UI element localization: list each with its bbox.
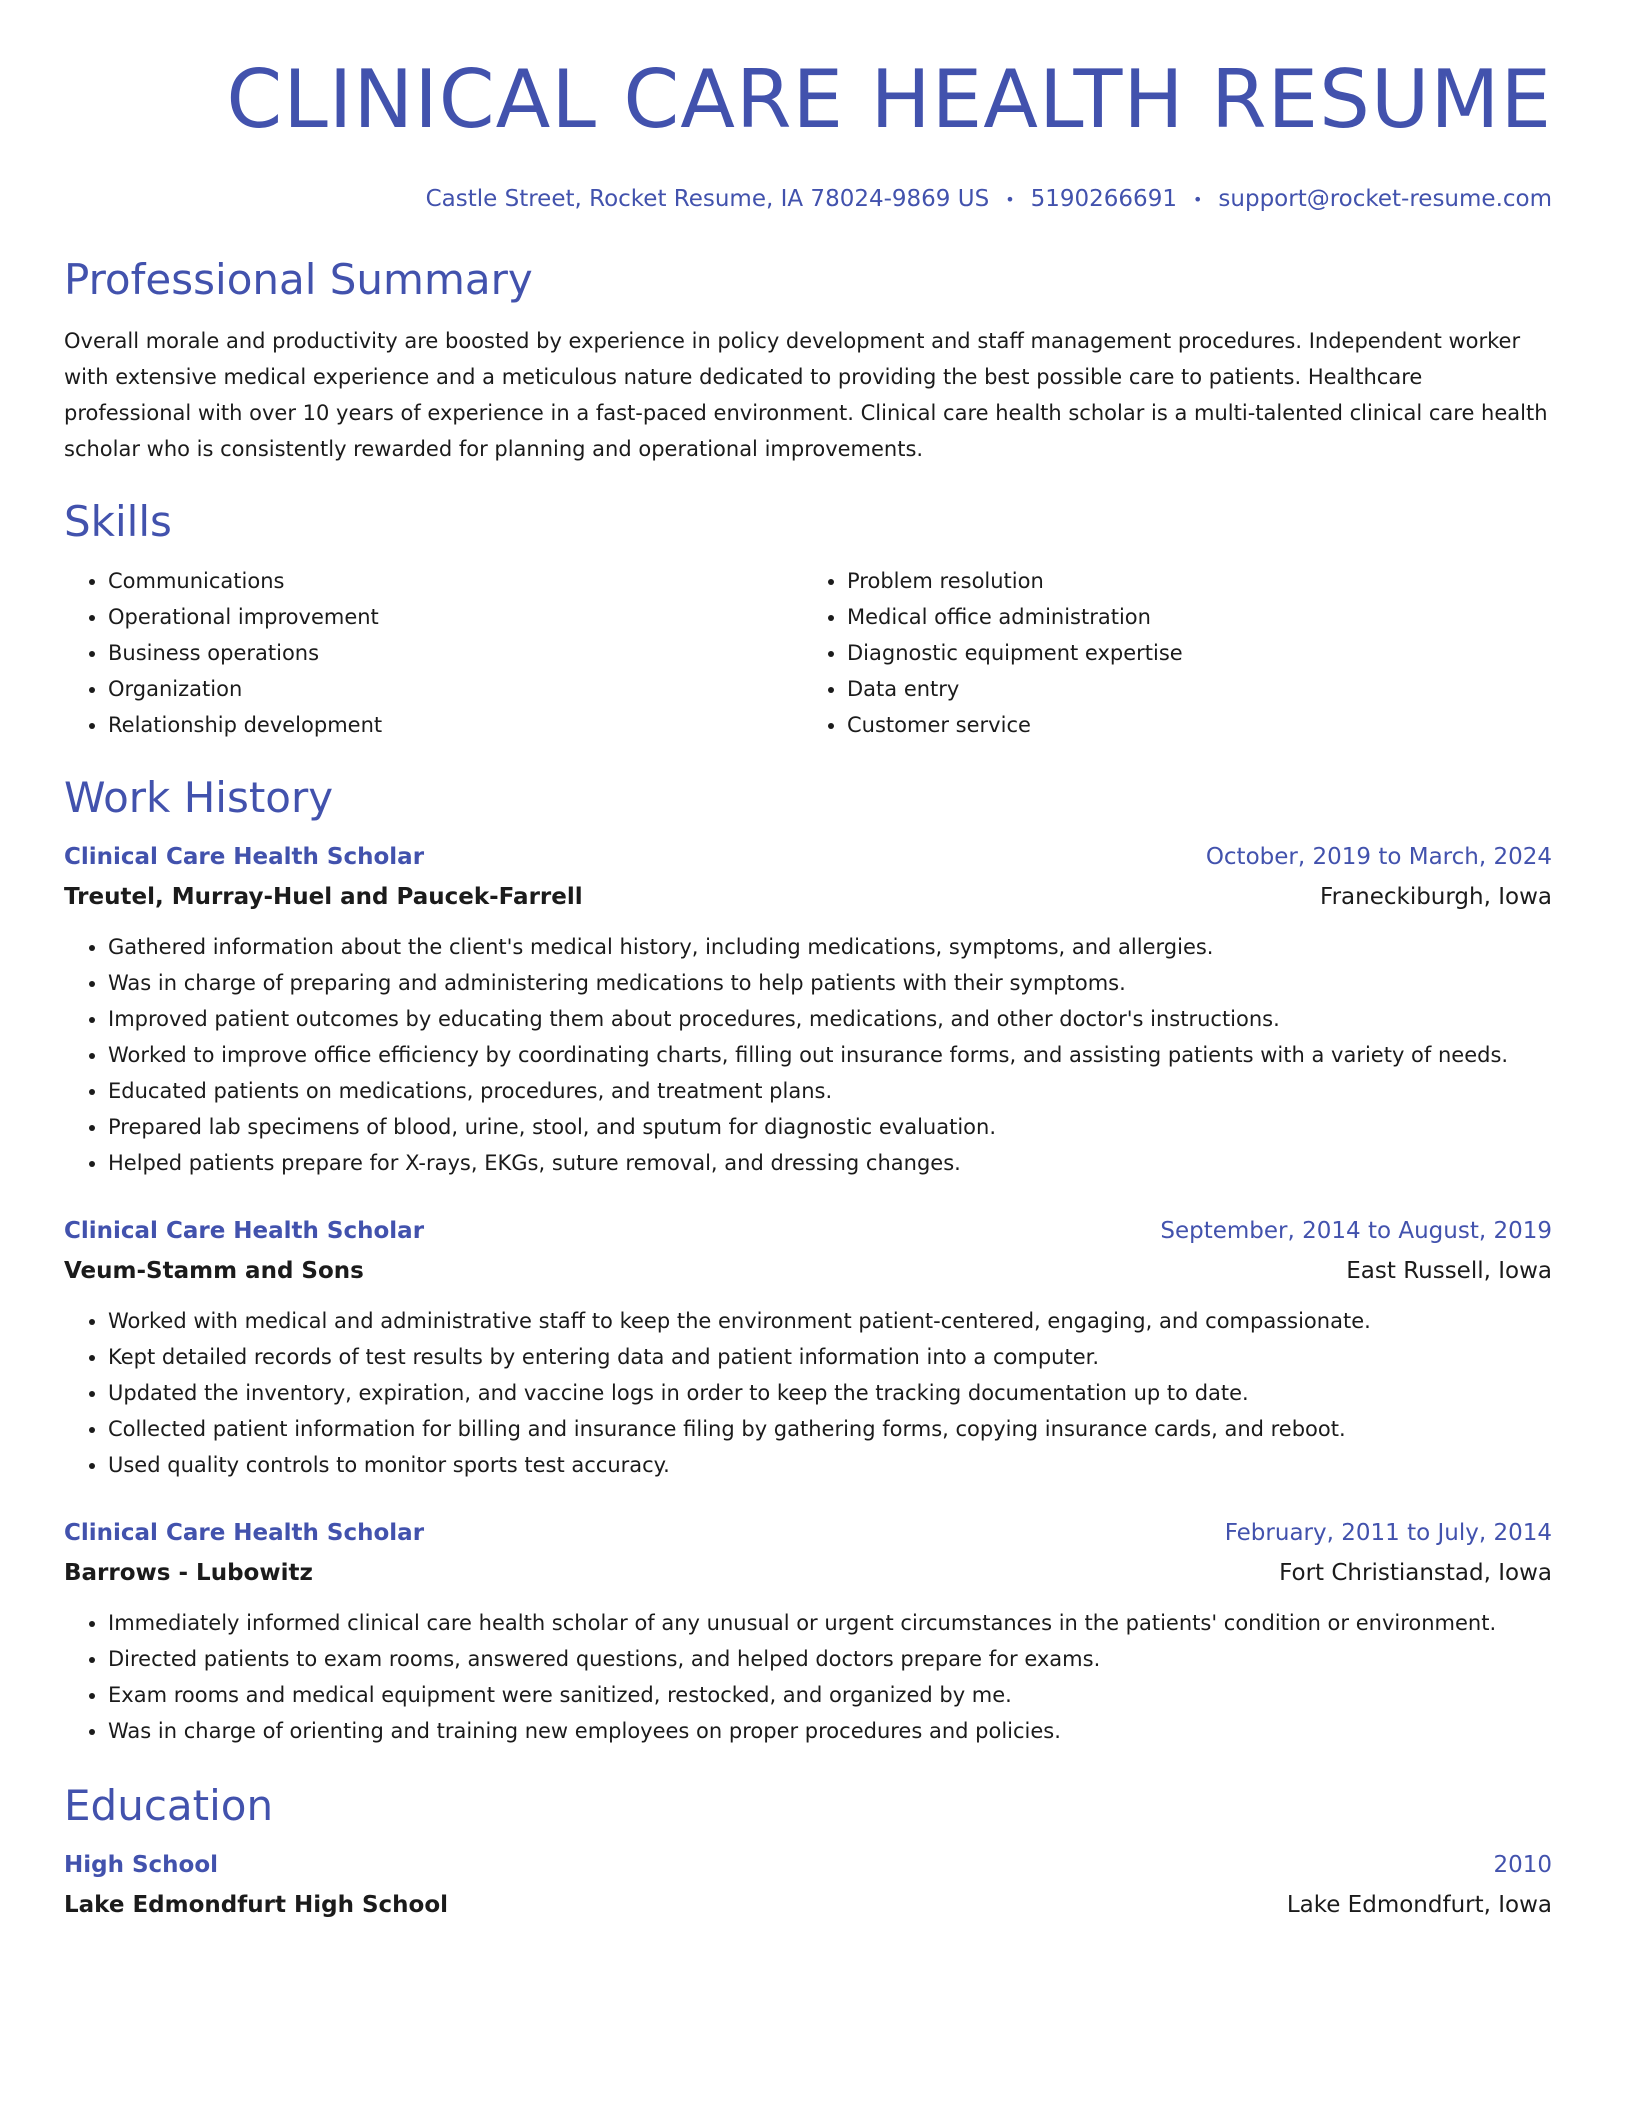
job-company: Veum-Stamm and Sons	[64, 1257, 364, 1284]
job-bullet: • Immediately informed clinical care health scholar of any unusual or urgent circumstances in the patients' condition or environment.	[108, 1605, 1552, 1641]
job-bullets	[64, 1605, 1552, 1749]
job-company-row	[64, 877, 1552, 917]
skills-column-left	[64, 563, 803, 743]
contact-phone: 5190266691	[1030, 186, 1177, 212]
contact-separator: •	[1005, 189, 1015, 209]
job-bullet: • Used quality controls to monitor sports test accuracy.	[108, 1447, 1552, 1483]
job-bullet: • Was in charge of orienting and training new employees on proper procedures and policies.	[108, 1713, 1552, 1749]
job-bullet: • Worked to improve office efficiency by coordinating charts, filling out insurance forms, and assisting patients with a variety of needs.	[108, 1037, 1552, 1073]
job-location: Franeckiburgh, Iowa	[1320, 883, 1552, 910]
job-bullet: • Helped patients prepare for X-rays, EKGs, suture removal, and dressing changes.	[108, 1145, 1552, 1181]
job-bullet: • Exam rooms and medical equipment were sanitized, restocked, and organized by me.	[108, 1677, 1552, 1713]
skill-item: • Organization	[108, 671, 803, 707]
skill-item: • Medical office administration	[847, 599, 1542, 635]
job-bullets	[64, 1303, 1552, 1483]
job-title: Clinical Care Health Scholar	[64, 843, 425, 870]
resume-header	[64, 52, 1552, 215]
job-location: East Russell, Iowa	[1346, 1257, 1552, 1284]
skill-item: • Customer service	[847, 707, 1542, 743]
skills-heading: Skills	[64, 496, 172, 546]
contact-line	[64, 184, 1552, 215]
job-dates: October, 2019 to March, 2024	[1205, 843, 1552, 870]
skill-item: • Operational improvement	[108, 599, 803, 635]
summary-text: Overall morale and productivity are boosted by experience in policy development and staff management procedures. Independent worker with extensive medical experience and a meticulous nature dedicated to providing the best possible care to patients. Healthcare professional with over 10 years of experience in a fast-paced environment. Clinical care health scholar is a multi-talented clinical care health scholar who is consistently rewarded for planning and operational improvements.	[64, 328, 1548, 461]
contact-email: support@rocket-resume.com	[1218, 186, 1552, 212]
summary-heading: Professional Summary	[64, 254, 533, 304]
job-bullet: • Updated the inventory, expiration, and vaccine logs in order to keep the tracking documentation up to date.	[108, 1375, 1552, 1411]
skill-item: • Data entry	[847, 671, 1542, 707]
education-location: Lake Edmondfurt, Iowa	[1286, 1891, 1552, 1918]
job-bullet: • Was in charge of preparing and administering medications to help patients with their symptoms.	[108, 965, 1552, 1001]
job-entry	[64, 1211, 1552, 1483]
education-school: Lake Edmondfurt High School	[64, 1891, 449, 1918]
skill-item: • Business operations	[108, 635, 803, 671]
skills-grid	[64, 563, 1552, 743]
job-bullet: • Gathered information about the client's medical history, including medications, symptoms, and allergies.	[108, 929, 1552, 965]
job-bullet: • Kept detailed records of test results by entering data and patient information into a computer.	[108, 1339, 1552, 1375]
skill-item: • Communications	[108, 563, 803, 599]
job-title: Clinical Care Health Scholar	[64, 1217, 425, 1244]
education-header-row	[64, 1845, 1552, 1885]
job-bullet: • Educated patients on medications, procedures, and treatment plans.	[108, 1073, 1552, 1109]
job-entry	[64, 1513, 1552, 1749]
job-company: Barrows - Lubowitz	[64, 1559, 313, 1586]
job-dates: September, 2014 to August, 2019	[1160, 1217, 1552, 1244]
education-year: 2010	[1493, 1851, 1552, 1878]
skill-item: • Diagnostic equipment expertise	[847, 635, 1542, 671]
skill-item: • Relationship development	[108, 707, 803, 743]
job-title: Clinical Care Health Scholar	[64, 1519, 425, 1546]
resume-name: CLINICAL CARE HEALTH RESUME	[226, 53, 1552, 146]
job-bullet: • Collected patient information for billing and insurance filing by gathering forms, copying insurance cards, and reboot.	[108, 1411, 1552, 1447]
job-company-row	[64, 1251, 1552, 1291]
job-bullets	[64, 929, 1552, 1181]
job-bullet: • Prepared lab specimens of blood, urine, stool, and sputum for diagnostic evaluation.	[108, 1109, 1552, 1145]
education-degree: High School	[64, 1851, 219, 1878]
contact-separator: •	[1192, 189, 1203, 209]
job-header-row	[64, 1211, 1552, 1251]
job-bullet: • Directed patients to exam rooms, answered questions, and helped doctors prepare for exams.	[108, 1641, 1552, 1677]
job-location: Fort Christianstad, Iowa	[1279, 1559, 1552, 1586]
education-school-row	[64, 1885, 1552, 1925]
work-history-heading: Work History	[64, 772, 334, 822]
job-company-row	[64, 1553, 1552, 1593]
contact-address: Castle Street, Rocket Resume, IA 78024-9869 US	[425, 186, 990, 212]
job-dates: February, 2011 to July, 2014	[1224, 1519, 1552, 1546]
skill-item: • Problem resolution	[847, 563, 1542, 599]
job-header-row	[64, 837, 1552, 877]
job-bullet: • Improved patient outcomes by educating them about procedures, medications, and other doctor's instructions.	[108, 1001, 1552, 1037]
skills-column-right	[803, 563, 1542, 743]
job-header-row	[64, 1513, 1552, 1553]
job-entry	[64, 837, 1552, 1181]
education-entry	[64, 1845, 1552, 1925]
job-company: Treutel, Murray-Huel and Paucek-Farrell	[64, 883, 583, 910]
education-heading: Education	[64, 1780, 274, 1830]
job-bullet: • Worked with medical and administrative staff to keep the environment patient-centered, engaging, and compassionate.	[108, 1303, 1552, 1339]
